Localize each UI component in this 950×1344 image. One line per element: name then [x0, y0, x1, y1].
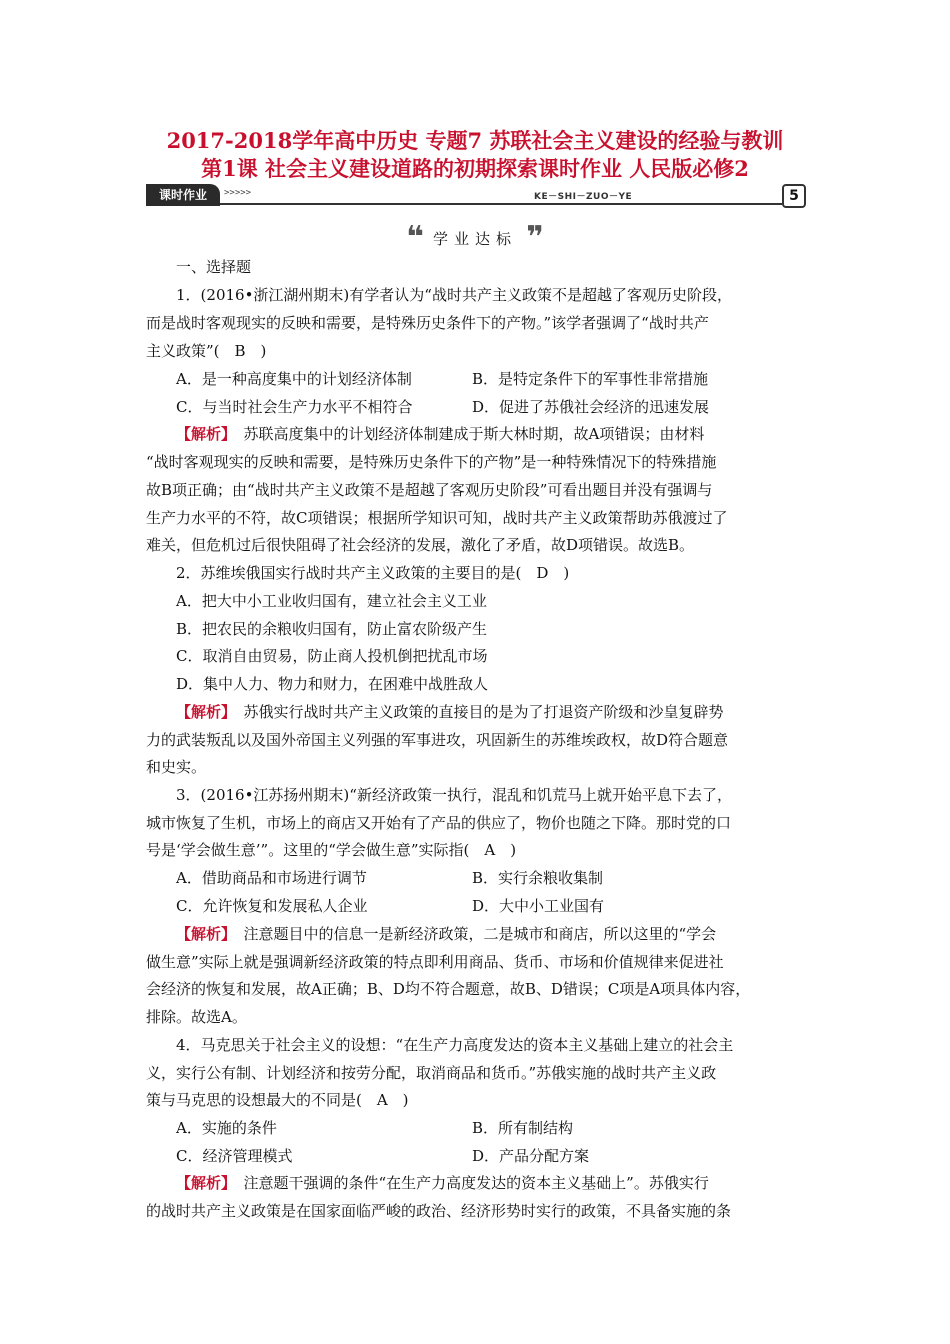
question-3-option-d: D．大中小工业国有 [472, 897, 605, 915]
question-1-analysis-5: 难关，但危机过后很快阻碍了社会经济的发展，激化了矛盾，故D项错误。故选B。 [146, 536, 695, 554]
question-3-stem-3: 号是‘学会做生意’”。这里的“学会做生意”实际指( A ) [146, 841, 517, 859]
section-heading [0, 220, 950, 255]
question-1-option-b: B．是特定条件下的军事性非常措施 [472, 370, 709, 388]
question-1-analysis-2: “战时客观现实的反映和需要，是特殊历史条件下的产物”是一种特殊情况下的特殊措施 [146, 453, 717, 471]
question-3-option-c: C．允许恢复和发展私人企业 [176, 897, 368, 915]
question-4-stem-3: 策与马克思的设想最大的不同是( A ) [146, 1091, 409, 1109]
document-title-line-2: 第1课 社会主义建设道路的初期探索课时作业 人民版必修2 [201, 156, 749, 181]
question-1-option-c: C．与当时社会生产力水平不相符合 [176, 398, 413, 416]
banner-tag: 课时作业 [146, 184, 220, 206]
question-3-analysis-3: 会经济的恢复和发展，故A正确；B、D均不符合题意，故B、D错误；C项是A项具体内容， [146, 980, 751, 998]
analysis-text: 注意题目中的信息一是新经济政策，二是城市和商店，所以这里的“学会 [228, 925, 717, 943]
question-1-stem-1: 1．(2016•浙江湖州期末)有学者认为“战时共产主义政策不是超越了客观历史阶段， [176, 286, 732, 304]
right-quote-icon: ❞ [526, 220, 544, 255]
question-2-analysis-1 [176, 702, 840, 722]
banner-number: 5 [782, 184, 806, 208]
question-4-option-a: A．实施的条件 [176, 1119, 277, 1137]
question-4-option-c: C．经济管理模式 [176, 1147, 293, 1165]
analysis-text: 注意题干强调的条件“在生产力高度发达的资本主义基础上”。苏俄实行 [228, 1174, 709, 1192]
question-3-analysis-1 [176, 924, 840, 944]
analysis-label: 【解析】 [176, 425, 229, 443]
question-3-stem-2: 城市恢复了生机，市场上的商店又开始有了产品的供应了，物价也随之下降。那时党的口 [146, 814, 732, 832]
banner-arrows: >>>>> [224, 188, 252, 198]
question-3-analysis-2: 做生意”实际上就是强调新经济政策的特点即利用商品、货币、市场和价值规律来促进社 [146, 953, 724, 971]
question-4-analysis-2: 的战时共产主义政策是在国家面临严峻的政治、经济形势时实行的政策，不具备实施的条 [146, 1202, 732, 1220]
analysis-label: 【解析】 [176, 703, 229, 721]
question-2-option-d: D．集中人力、物力和财力，在困难中战胜敌人 [176, 675, 489, 693]
document-title-line-1: 2017-2018学年高中历史 专题7 苏联社会主义建设的经验与教训 [166, 128, 784, 153]
banner-rule [220, 203, 782, 205]
question-1-option-a: A．是一种高度集中的计划经济体制 [176, 370, 412, 388]
question-4-analysis-1 [176, 1173, 840, 1193]
left-quote-icon: ❝ [406, 220, 424, 255]
analysis-label: 【解析】 [176, 1174, 229, 1192]
question-2-stem-1: 2．苏维埃俄国实行战时共产主义政策的主要目的是( D ) [176, 564, 570, 582]
question-3-stem-1: 3．(2016•江苏扬州期末)“新经济政策一执行，混乱和饥荒马上就开始平息下去了， [176, 786, 732, 804]
question-1-analysis-3: 故B项正确；由“战时共产主义政策不是超越了客观历史阶段”可看出题目并没有强调与 [146, 481, 713, 499]
question-4-stem-1: 4．马克思关于社会主义的设想：“在生产力高度发达的资本主义基础上建立的社会主 [176, 1036, 734, 1054]
question-3-option-b: B．实行余粮收集制 [472, 869, 604, 887]
question-1-stem-3: 主义政策”( B ) [146, 342, 267, 360]
banner-code: KE－SHI－ZUO－YE [530, 189, 636, 202]
part-heading: 一、选择题 [176, 258, 252, 276]
question-2-option-a: A．把大中小工业收归国有，建立社会主义工业 [176, 592, 487, 610]
question-2-analysis-2: 力的武装叛乱以及国外帝国主义列强的军事进攻，巩固新生的苏维埃政权，故D符合题意 [146, 731, 729, 749]
question-1-option-d: D．促进了苏俄社会经济的迅速发展 [472, 398, 710, 416]
analysis-label: 【解析】 [176, 925, 229, 943]
question-4-stem-2: 义，实行公有制、计划经济和按劳分配，取消商品和货币。”苏俄实施的战时共产主义政 [146, 1064, 717, 1082]
question-2-option-b: B．把农民的余粮收归国有，防止富农阶级产生 [176, 620, 488, 638]
question-4-option-d: D．产品分配方案 [472, 1147, 590, 1165]
question-1-stem-2: 而是战时客观现实的反映和需要，是特殊历史条件下的产物。”该学者强调了“战时共产 [146, 314, 709, 332]
question-2-analysis-3: 和史实。 [146, 758, 207, 776]
question-2-option-c: C．取消自由贸易，防止商人投机倒把扰乱市场 [176, 647, 488, 665]
analysis-text: 苏联高度集中的计划经济体制建成于斯大林时期，故A项错误；由材料 [228, 425, 705, 443]
homework-banner [146, 184, 806, 206]
question-3-analysis-4: 排除。故选A。 [146, 1008, 247, 1026]
section-label: 学业达标 [432, 229, 517, 248]
question-4-option-b: B．所有制结构 [472, 1119, 574, 1137]
analysis-text: 苏俄实行战时共产主义政策的直接目的是为了打退资产阶级和沙皇复辟势 [228, 703, 724, 721]
question-3-option-a: A．借助商品和市场进行调节 [176, 869, 367, 887]
question-1-analysis-4: 生产力水平的不符，故C项错误；根据所学知识可知，战时共产主义政策帮助苏俄渡过了 [146, 509, 728, 527]
question-1-analysis-1 [176, 424, 840, 444]
